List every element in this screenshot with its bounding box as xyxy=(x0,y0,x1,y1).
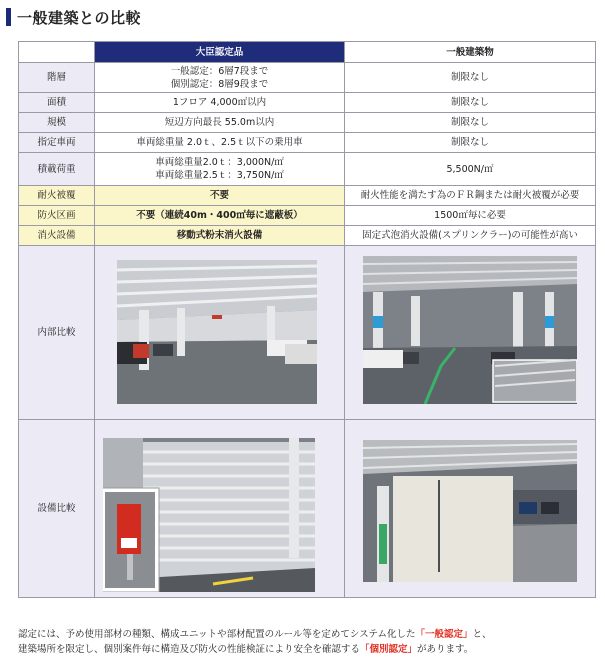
title-marker xyxy=(6,8,11,26)
caption-part: と、 xyxy=(472,629,492,640)
header-blank xyxy=(19,42,95,63)
table-row xyxy=(19,133,596,153)
cell-line: 車両総重量2.5ｔ：3,750N/㎡ xyxy=(155,170,284,181)
table-row xyxy=(19,113,596,133)
caption-part: 建築場所を限定し、個別案件毎に構造及び防火の性能検証により安全を確認する xyxy=(18,644,361,655)
row-label: 内部比較 xyxy=(19,246,95,420)
photo-cell-general-building xyxy=(345,246,596,420)
photo-frame xyxy=(103,438,315,596)
page-title: 一般建築との比較 xyxy=(17,8,142,27)
caption-part: 認定には、予め使用部材の種類、構成ユニットや部材配置のルール等を定めてシステム化した xyxy=(18,629,416,640)
photo-row xyxy=(19,420,596,598)
cell-minister-certified xyxy=(95,226,345,246)
photo-row xyxy=(19,246,596,420)
cell-minister-certified xyxy=(95,133,345,153)
photo-cell-minister-certified xyxy=(95,420,345,598)
table-row xyxy=(19,226,596,246)
table-row xyxy=(19,206,596,226)
row-label: 防火区画 xyxy=(19,206,95,226)
cell-general-building: 耐火性能を満たす為のＦＲ鋼または耐火被覆が必要 xyxy=(345,186,596,206)
parking-interior-photo-general xyxy=(363,256,577,404)
cell-line: 車両総重量 2.0ｔ、2.5ｔ以下の乗用車 xyxy=(136,137,303,148)
row-label: 指定車両 xyxy=(19,133,95,153)
photo-frame xyxy=(363,440,577,586)
photo-frame xyxy=(117,260,317,408)
header-minister-certified: 大臣認定品 xyxy=(95,42,345,63)
photo-frame xyxy=(363,256,577,408)
cell-line: 1フロア 4,000㎡以内 xyxy=(172,97,267,108)
table-row xyxy=(19,93,596,113)
parking-interior-photo xyxy=(117,260,317,404)
cell-line: 不要 xyxy=(209,190,229,201)
cell-line: 不要（連続40m・400㎡毎に遮蔽板） xyxy=(136,210,303,221)
shield-panel-photo xyxy=(103,438,315,592)
cell-general-building: 固定式泡消火設備(スプリンクラー)の可能性が高い xyxy=(345,226,596,246)
table-row xyxy=(19,186,596,206)
row-label: 耐火被覆 xyxy=(19,186,95,206)
caption-text xyxy=(18,627,598,657)
cell-line: 個別認定：8層9段まで xyxy=(170,78,269,90)
cell-line: 一般認定：6層7段まで xyxy=(170,65,269,77)
table-row xyxy=(19,153,596,186)
photo-cell-general-building xyxy=(345,420,596,598)
table-header-row xyxy=(19,42,596,63)
caption-emphasis-general: 「一般認定」 xyxy=(415,629,473,640)
cell-general-building: 制限なし xyxy=(345,63,596,93)
cell-line: 車両総重量2.0ｔ：3,000N/㎡ xyxy=(155,157,284,168)
caption-emphasis-individual: 「個別認定」 xyxy=(360,644,418,655)
cell-minister-certified xyxy=(95,206,345,226)
cell-line: 移動式粉末消火設備 xyxy=(176,230,263,241)
section-title xyxy=(6,6,141,28)
row-label: 設備比較 xyxy=(19,420,95,598)
sprinkler-equipment-photo xyxy=(363,440,577,582)
cell-minister-certified xyxy=(95,153,345,186)
row-label: 階層 xyxy=(19,63,95,93)
row-label: 消火設備 xyxy=(19,226,95,246)
cell-general-building: 制限なし xyxy=(345,133,596,153)
cell-minister-certified xyxy=(95,186,345,206)
row-label: 規模 xyxy=(19,113,95,133)
cell-general-building: 制限なし xyxy=(345,113,596,133)
photo-cell-minister-certified xyxy=(95,246,345,420)
cell-general-building: 1500㎡毎に必要 xyxy=(345,206,596,226)
cell-minister-certified xyxy=(95,93,345,113)
cell-general-building: 制限なし xyxy=(345,93,596,113)
header-general-building: 一般建築物 xyxy=(345,42,596,63)
table-row xyxy=(19,63,596,93)
row-label: 積載荷重 xyxy=(19,153,95,186)
caption-part: があります。 xyxy=(417,644,474,655)
cell-minister-certified xyxy=(95,113,345,133)
cell-line: 短辺方向最長 55.0m以内 xyxy=(164,117,275,128)
comparison-table xyxy=(18,41,596,598)
cell-minister-certified xyxy=(95,63,345,93)
cell-general-building: 5,500N/㎡ xyxy=(345,153,596,186)
row-label: 面積 xyxy=(19,93,95,113)
